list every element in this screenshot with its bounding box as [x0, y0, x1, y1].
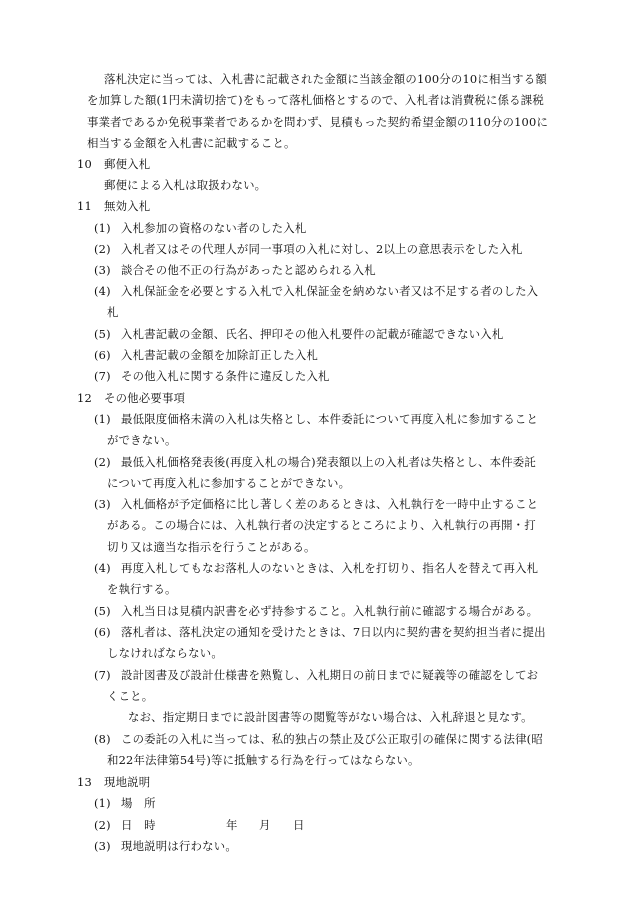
- section-12-number: 12: [77, 391, 92, 405]
- list-item-number: (2): [94, 455, 111, 469]
- datetime-label: 日 時: [121, 818, 156, 832]
- section-13-number: 13: [77, 775, 92, 789]
- list-item-text: ができない。: [107, 433, 177, 447]
- list-item-text: この委託の入札に当っては、私的独占の禁止及び公正取引の確保に関する法律(昭: [121, 732, 543, 746]
- section-10-number: 10: [77, 157, 92, 171]
- intro-line: 落札決定に当っては、入札書に記載された金額に当該金額の100分の10に相当する額: [104, 72, 547, 86]
- datetime-month: 月: [259, 818, 271, 832]
- intro-line: 相当する金額を入札書に記載すること。: [87, 136, 296, 150]
- list-item-number: (5): [94, 327, 111, 341]
- list-item-text: 札: [107, 305, 119, 319]
- section-12-heading: その他必要事項: [104, 391, 186, 405]
- list-item-text: 最低限度価格未満の入札は失格とし、本件委託について再度入札に参加すること: [121, 412, 539, 426]
- list-item-number: (1): [94, 796, 111, 810]
- list-item-number: (8): [94, 732, 111, 746]
- list-item-text: 再度入札してもなお落札人のないときは、入札を打切り、指名人を替えて再入札: [121, 561, 539, 575]
- list-item-text: 現地説明は行わない。: [121, 839, 237, 853]
- list-item-text: 談合その他不正の行為があったと認められる入札: [121, 263, 376, 277]
- list-item-text: くこと。: [107, 689, 154, 703]
- list-item-number: (7): [94, 668, 111, 682]
- list-item-number: (5): [94, 604, 111, 618]
- place-label: 場 所: [121, 796, 156, 810]
- section-13-heading: 現地説明: [104, 775, 151, 789]
- list-item-text: を執行する。: [107, 582, 177, 596]
- list-item-text: 落札者は、落札決定の通知を受けたときは、7日以内に契約書を契約担当者に提出: [121, 625, 546, 639]
- list-item-text: 入札価格が予定価格に比し著しく差のあるときは、入札執行を一時中止すること: [121, 497, 539, 511]
- list-item-number: (2): [94, 818, 111, 832]
- list-item-number: (4): [94, 561, 111, 575]
- list-item-text: 設計図書及び設計仕様書を熟覧し、入札期日の前日までに疑義等の確認をしてお: [121, 668, 539, 682]
- datetime-day: 日: [293, 818, 305, 832]
- section-11-number: 11: [77, 199, 92, 213]
- list-item-number: (2): [94, 242, 111, 256]
- section-10-body: 郵便による入札は取扱わない。: [104, 178, 267, 192]
- list-item-number: (1): [94, 221, 111, 235]
- list-item-text: 入札書記載の金額を加除訂正した入札: [121, 348, 319, 362]
- section-11-heading: 無効入札: [104, 199, 151, 213]
- list-item-text: 和22年法律第54号)等に抵触する行為を行ってはならない。: [107, 753, 420, 767]
- list-item-number: (3): [94, 263, 111, 277]
- list-item-text: 入札保証金を必要とする入札で入札保証金を納めない者又は不足する者のした入: [121, 284, 539, 298]
- intro-line: 事業者であるか免税事業者であるかを問わず、見積もった契約希望金額の110分の100に: [87, 115, 549, 129]
- list-item-text: その他入札に関する条件に違反した入札: [121, 369, 330, 383]
- list-item-note: なお、指定期日までに設計図書等の閲覧等がない場合は、入札辞退と見なす。: [128, 710, 533, 724]
- list-item-number: (4): [94, 284, 111, 298]
- list-item-text: 入札当日は見積内訳書を必ず持参すること。入札執行前に確認する場合がある。: [121, 604, 539, 618]
- list-item-number: (3): [94, 839, 111, 853]
- intro-line: を加算した額(1円未満切捨て)をもって落札価格とするので、入札者は消費税に係る課税: [87, 93, 544, 107]
- list-item-text: 切り又は適当な指示を行うことがある。: [107, 540, 316, 554]
- section-10-heading: 郵便入札: [104, 157, 151, 171]
- list-item-number: (3): [94, 497, 111, 511]
- list-item-number: (6): [94, 348, 111, 362]
- list-item-text: 入札書記載の金額、氏名、押印その他入札要件の記載が確認できない入札: [121, 327, 504, 341]
- list-item-text: 最低入札価格発表後(再度入札の場合)発表額以上の入札者は失格とし、本件委託: [121, 455, 536, 469]
- list-item-number: (1): [94, 412, 111, 426]
- list-item-text: しなければならない。: [107, 646, 223, 660]
- datetime-year: 年: [226, 818, 238, 832]
- list-item-text: 入札参加の資格のない者のした入札: [121, 221, 307, 235]
- list-item-text: 入札者又はその代理人が同一事項の入札に対し、2以上の意思表示をした入札: [121, 242, 523, 256]
- list-item-number: (7): [94, 369, 111, 383]
- list-item-text: について再度入札に参加することができない。: [107, 476, 351, 490]
- list-item-number: (6): [94, 625, 111, 639]
- list-item-text: がある。この場合には、入札執行者の決定するところにより、入札執行の再開・打: [107, 518, 536, 532]
